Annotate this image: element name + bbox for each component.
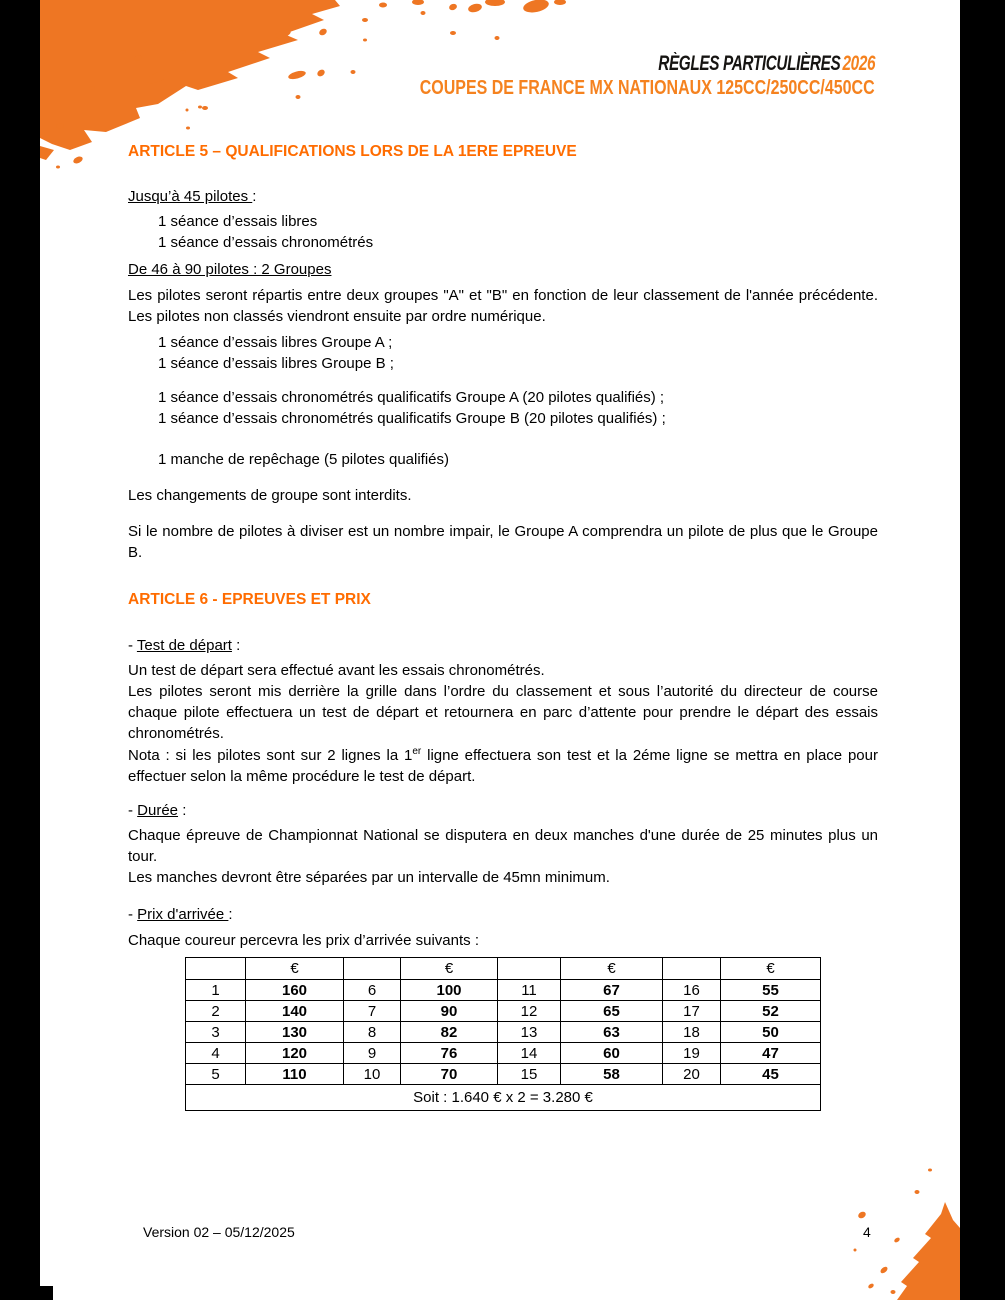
prize-value-cell: 63 xyxy=(561,1022,663,1043)
session-list-repechage xyxy=(128,449,878,470)
prize-value-cell: 100 xyxy=(401,980,498,1001)
position-cell: 5 xyxy=(186,1064,246,1085)
nota-text-after: ligne effectuera son test et la 2éme ligne se mettra en place pour effectuer selon la même procédure le test de départ. xyxy=(128,747,878,785)
paragraph-groups-repartition: Les pilotes seront répartis entre deux groupes "A" et "B" en fonction de leur classement de l'année précédente. Les pilotes non classés viendront ensuite par ordre numérique. xyxy=(128,287,878,325)
position-cell: 20 xyxy=(663,1064,721,1085)
position-cell: 7 xyxy=(344,1001,401,1022)
header-title-year: 2026 xyxy=(842,52,875,75)
paragraph-prix-intro: Chaque coureur percevra les prix d’arrivée suivants : xyxy=(128,932,479,949)
prize-value-cell: 82 xyxy=(401,1022,498,1043)
heading-underlined-text: Test de départ xyxy=(136,637,232,654)
heading-upto-45-pilotes xyxy=(128,186,878,207)
bottom-left-black-mark xyxy=(40,1286,53,1300)
table-row xyxy=(186,1022,821,1043)
table-header-euro: € xyxy=(561,958,663,980)
prize-table xyxy=(185,957,821,1111)
prize-value-cell: 65 xyxy=(561,1001,663,1022)
heading-suffix: : xyxy=(252,188,257,205)
footer-page-number: 4 xyxy=(863,1224,871,1240)
table-header-empty xyxy=(498,958,561,980)
table-header-euro: € xyxy=(721,958,821,980)
position-cell: 11 xyxy=(498,980,561,1001)
prize-value-cell: 58 xyxy=(561,1064,663,1085)
heading-underlined-text: Jusqu’à 45 pilotes xyxy=(128,188,253,205)
position-cell: 14 xyxy=(498,1043,561,1064)
list-item: 1 séance d’essais libres xyxy=(158,213,318,230)
heading-46-90-pilotes xyxy=(128,259,878,280)
heading-prix-arrivee xyxy=(128,904,878,925)
paragraph-test-detail: Les pilotes seront mis derrière la grille dans l’ordre du classement et sous l’autorité du directeur de course chaque pilote effectuera un test de départ et retournera en parc d’attente pour prendre le départ des essais chronométrés. xyxy=(128,683,878,742)
document-content xyxy=(128,0,878,951)
list-item: 1 séance d’essais chronométrés qualificatifs Groupe A (20 pilotes qualifiés) ; xyxy=(158,389,665,406)
position-cell: 9 xyxy=(344,1043,401,1064)
position-cell: 6 xyxy=(344,980,401,1001)
table-header-row xyxy=(186,958,821,980)
table-header-euro: € xyxy=(246,958,344,980)
paragraph-nombre-impair: Si le nombre de pilotes à diviser est un nombre impair, le Groupe A comprendra un pilote de plus que le Groupe B. xyxy=(128,523,878,561)
prize-value-cell: 110 xyxy=(246,1064,344,1085)
article-6-title: ARTICLE 6 - EPREUVES ET PRIX xyxy=(128,591,371,608)
prize-value-cell: 67 xyxy=(561,980,663,1001)
position-cell: 10 xyxy=(344,1064,401,1085)
position-cell: 3 xyxy=(186,1022,246,1043)
list-item: 1 séance d’essais chronométrés xyxy=(158,234,374,251)
session-list-upto45 xyxy=(128,211,878,253)
prize-value-cell: 120 xyxy=(246,1043,344,1064)
table-row xyxy=(186,1043,821,1064)
position-cell: 4 xyxy=(186,1043,246,1064)
heading-prefix: - xyxy=(128,802,138,819)
prize-value-cell: 52 xyxy=(721,1001,821,1022)
prize-value-cell: 55 xyxy=(721,980,821,1001)
list-item: 1 séance d’essais chronométrés qualificatifs Groupe B (20 pilotes qualifiés) ; xyxy=(158,410,666,427)
article-5-title: ARTICLE 5 – QUALIFICATIONS LORS DE LA 1ERE EPREUVE xyxy=(128,143,577,160)
heading-underlined-text: De 46 à 90 pilotes : 2 Groupes xyxy=(128,261,332,278)
position-cell: 19 xyxy=(663,1043,721,1064)
prize-value-cell: 160 xyxy=(246,980,344,1001)
heading-prefix: - xyxy=(128,637,137,654)
heading-test-depart xyxy=(128,635,878,656)
table-header-empty xyxy=(344,958,401,980)
prize-value-cell: 70 xyxy=(401,1064,498,1085)
nota-text-before: Nota : si les pilotes sont sur 2 lignes la 1 xyxy=(128,747,413,764)
table-header-empty xyxy=(186,958,246,980)
heading-underlined-text: Prix d'arrivée xyxy=(137,906,229,923)
prize-value-cell: 90 xyxy=(401,1001,498,1022)
paragraph-intervalle: Les manches devront être séparées par un intervalle de 45mn minimum. xyxy=(128,869,610,886)
right-black-border xyxy=(960,0,1005,1300)
session-list-libres xyxy=(128,332,878,374)
paragraph-test-intro: Un test de départ sera effectué avant les essais chronométrés. xyxy=(128,662,545,679)
header-subtitle: COUPES DE FRANCE MX NATIONAUX 125CC/250CC/450CC xyxy=(420,77,875,99)
table-row xyxy=(186,1001,821,1022)
left-black-border xyxy=(0,0,40,1300)
prize-value-cell: 140 xyxy=(246,1001,344,1022)
paragraph-changements-interdits: Les changements de groupe sont interdits. xyxy=(128,487,412,504)
list-item: 1 manche de repêchage (5 pilotes qualifiés) xyxy=(158,451,450,468)
prize-value-cell: 60 xyxy=(561,1043,663,1064)
heading-duree xyxy=(128,800,878,821)
header-title-text: RÈGLES PARTICULIÈRES xyxy=(658,52,841,75)
prize-value-cell: 50 xyxy=(721,1022,821,1043)
position-cell: 17 xyxy=(663,1001,721,1022)
position-cell: 13 xyxy=(498,1022,561,1043)
nota-superscript: er xyxy=(412,746,422,757)
footer-version: Version 02 – 05/12/2025 xyxy=(143,1224,295,1240)
prize-value-cell: 76 xyxy=(401,1043,498,1064)
position-cell: 12 xyxy=(498,1001,561,1022)
heading-underlined-text: Durée xyxy=(137,802,179,819)
table-row xyxy=(186,980,821,1001)
position-cell: 16 xyxy=(663,980,721,1001)
list-item: 1 séance d’essais libres Groupe B ; xyxy=(158,355,394,372)
table-summary-row xyxy=(186,1085,821,1111)
prize-table-body xyxy=(186,958,821,1111)
list-item: 1 séance d’essais libres Groupe A ; xyxy=(158,334,393,351)
session-list-chrono xyxy=(128,387,878,429)
prize-table-container xyxy=(185,957,821,1111)
table-header-empty xyxy=(663,958,721,980)
position-cell: 15 xyxy=(498,1064,561,1085)
heading-suffix: : xyxy=(178,802,187,819)
table-summary-total: Soit : 1.640 € x 2 = 3.280 € xyxy=(186,1085,821,1111)
paragraph-duree: Chaque épreuve de Championnat National se disputera en deux manches d'une durée de 25 minutes plus un tour. xyxy=(128,827,878,865)
prize-value-cell: 130 xyxy=(246,1022,344,1043)
table-row xyxy=(186,1064,821,1085)
heading-suffix: : xyxy=(231,637,241,654)
prize-value-cell: 47 xyxy=(721,1043,821,1064)
position-cell: 18 xyxy=(663,1022,721,1043)
heading-suffix: : xyxy=(228,906,233,923)
heading-prefix: - xyxy=(128,906,138,923)
prize-value-cell: 45 xyxy=(721,1064,821,1085)
position-cell: 2 xyxy=(186,1001,246,1022)
position-cell: 8 xyxy=(344,1022,401,1043)
position-cell: 1 xyxy=(186,980,246,1001)
table-header-euro: € xyxy=(401,958,498,980)
paragraph-nota xyxy=(128,745,878,787)
